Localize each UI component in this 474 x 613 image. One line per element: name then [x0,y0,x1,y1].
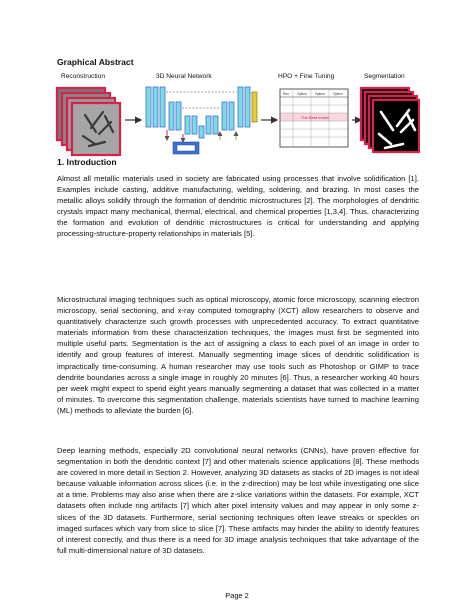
best-model-label: The Best model [301,115,330,120]
stage-label-reconstruction: Reconstruction [61,73,105,80]
body-paragraph: Deep learning methods, especially 2D convolutional neural networks (CNNs), have proven effective for segmentation in both the dendritic context [7] and other materials science applications [8]. These methods are covered in more detail in Section 2. However, analyzing 3D datasets as stacks of 2D images is not ideal because valuable information across slices (i.e. in the z-direction) may be lost while investigating one slice at a time. Problems may also arise when there are z-slice variations within the datasets. For example, XCT datasets often include ring artifacts [7] which alter pixel intensity values and may appear in only some z-slices of the 3D datasets. Furthermore, serial sectioning techniques often leave streaks or speckles on imaged surfaces which vary from slice to slice [7]. These artifacts may hinder the ability to identify features of interest correctly, and thus there is a need for 3D image analysis techniques that take advantage of the full multi-dimensional nature of 3D datasets. [57,446,419,555]
body-paragraph: Microstructural imaging techniques such as optical microscopy, atomic force microscopy, scanning electron microscopy, serial sectioning, and x-ray computed tomography (XCT) allow researchers to observe and quantitatively characterize such growth processes with unprecedented accuracy. To extract quantitative materials information from these characterization techniques, the images must first be segmented into multiple useful parts. Segmentation is the act of assigning a class to each pixel of an image in order to identify and group features of interest. Manually segmenting image slices of dendritic solidification is impractically time-consuming. A human researcher may use tools such as Photoshop or GIMP to trace dendrite boundaries across a single image in roughly 20 minutes [6]. Thus, a researcher working 40 hours per week might expect to spend eight years manually segmenting a dataset that was collected in a matter of minutes. To overcome this segmentation challenge, materials scientists have turned to machine learning (ML) methods to alleviate the burden [6]. [57,295,419,415]
reconstruction-stack [57,88,120,155]
table-header-option-1: Option [297,92,307,96]
table-header-option-2: Option [315,92,325,96]
graphical-abstract-figure [55,70,420,160]
table-header-run: Run [283,92,290,96]
pipeline-diagram [55,70,420,160]
stage-label-hpo: HPO + Fine Tuning [278,73,335,80]
graphical-abstract-heading: Graphical Abstract [57,57,134,67]
stage-label-neural-network: 3D Neural Network [156,73,212,80]
page-number: Page 2 [225,591,249,600]
neural-network-diagram [146,87,257,154]
body-paragraph: Almost all metallic materials used in society are fabricated using processes that involve solidification [1]. Examples include casting, additive manufacturing, welding, soldering, and brazing. In most cases the metallic alloys solidify through the formation of dendritic microstructures [2]. The morphologies of dendritic crystals impact many mechanical, thermal, electrical, and chemical properties [1,3,4]. Thus, characterizing the formation and evolution of dendritic microstructures is critical for understanding and applying processing-structure-property relationships in materials [5]. [57,174,419,239]
hpo-table [280,89,348,147]
introduction-heading: 1. Introduction [57,157,117,167]
table-header-option-3: Option [333,92,343,96]
segmentation-stack [361,88,419,152]
stage-label-segmentation: Segmentation [364,73,405,80]
